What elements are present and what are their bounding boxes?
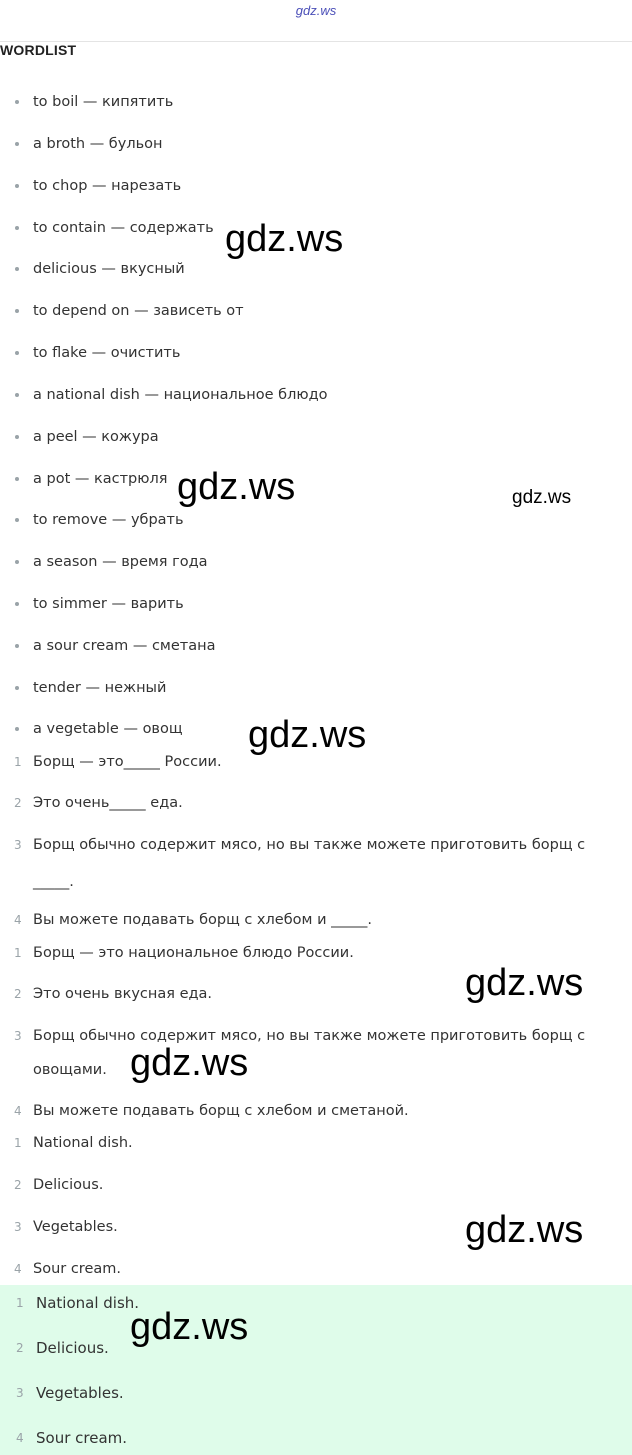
site-logo[interactable]: gdz.ws	[295, 3, 337, 18]
watermark: gdz.ws	[512, 487, 572, 508]
bullet-icon	[15, 309, 19, 313]
watermark: gdz.ws	[465, 1209, 584, 1251]
bullet-icon	[15, 351, 19, 355]
bullet-icon	[15, 100, 19, 104]
bullet-icon	[15, 142, 19, 146]
watermark: gdz.ws	[130, 1306, 249, 1348]
watermark: gdz.ws	[465, 962, 584, 1004]
bullet-icon	[15, 226, 19, 230]
bullet-icon	[15, 727, 19, 731]
watermark: gdz.ws	[130, 1042, 249, 1084]
bullet-icon	[15, 686, 19, 690]
wordlist-title: WORDLIST	[0, 42, 77, 58]
bullet-icon	[15, 644, 19, 648]
watermark: gdz.ws	[225, 218, 344, 260]
bullet-icon	[15, 435, 19, 439]
bullet-icon	[15, 267, 19, 271]
top-bar	[0, 0, 632, 42]
bullet-icon	[15, 602, 19, 606]
highlighted-answers: 1 National dish. 2 Delicious. 3 Vegetables. 4 Sour cream.	[0, 1285, 632, 1455]
bullet-icon	[15, 184, 19, 188]
bullet-icon	[15, 518, 19, 522]
watermark: gdz.ws	[177, 466, 296, 508]
bullet-icon	[15, 560, 19, 564]
bullet-icon	[15, 477, 19, 481]
bullet-icon	[15, 393, 19, 397]
watermark: gdz.ws	[248, 714, 367, 756]
